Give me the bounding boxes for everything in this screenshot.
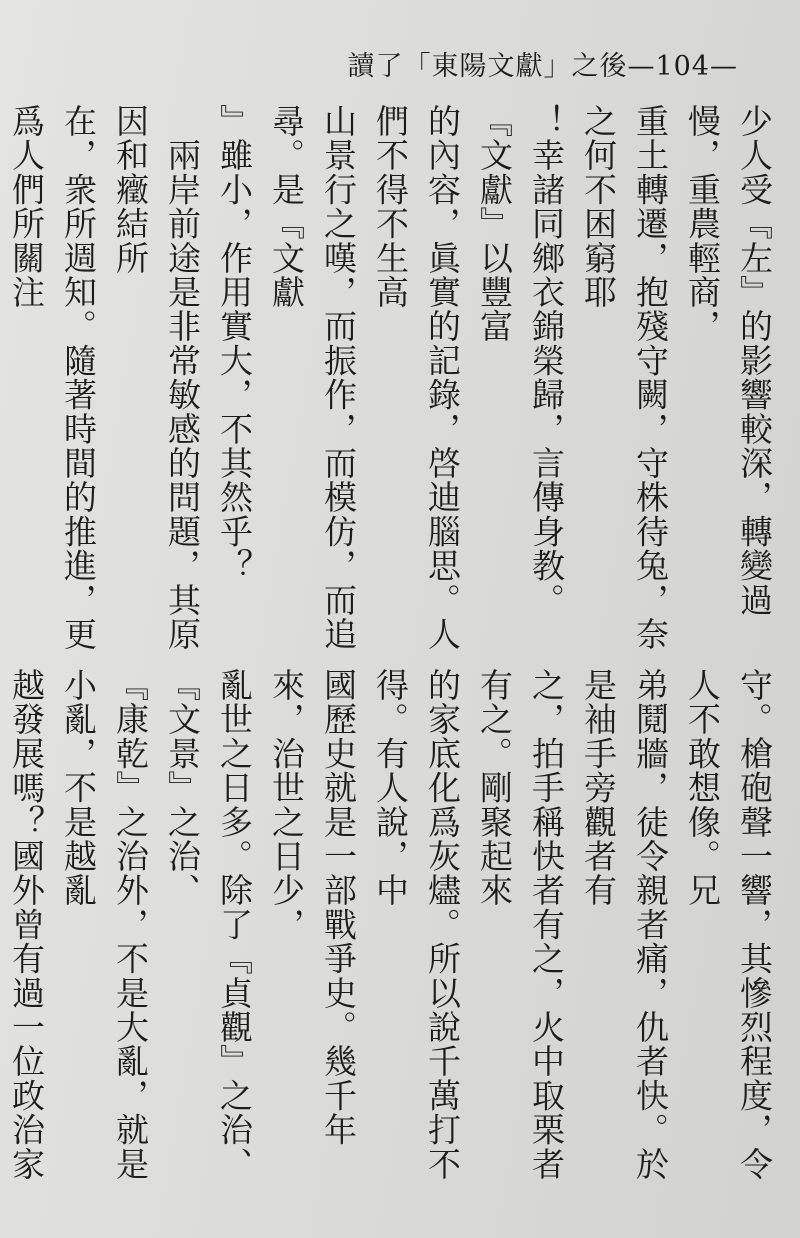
header-title: 讀了「東陽文獻」之後: [347, 51, 628, 82]
text-column: 在，衆所週知。隨著時間的推進，更爲人們所關注: [7, 104, 98, 652]
text-block-lower: [0, 668, 780, 1208]
text-column: 弟鬩牆，徒令親者痛，仇者快。於是袖手旁觀者有: [579, 668, 670, 1181]
text-column: 重土轉遷，抱殘守闕，守株待兔，奈之何不困窮耶: [579, 104, 670, 652]
text-column: ！幸諸同鄉衣錦榮歸，言傳身教。『文獻』以豐富: [475, 104, 566, 617]
text-column: 山景行之嘆，而振作，而模仿，而追尋。是『文獻: [267, 104, 358, 652]
text-column: 守。槍砲聲一響，其慘烈程度，令人不敢想像。兄: [683, 668, 774, 1181]
text-column: 之，拍手稱快者有之，火中取栗者有之。剛聚起來: [475, 668, 566, 1181]
text-column: 的家底化爲灰燼。所以說千萬打不得。有人說，中: [371, 668, 462, 1181]
text-column: 』雖小，作用實大，不其然乎？: [215, 104, 254, 583]
text-column: 越發展嗎？國外曾有過一位政治家: [7, 668, 46, 1181]
text-column: 國歷史就是一部戰爭史。幾千年來，治世之日少，: [267, 668, 358, 1147]
text-column: 的內容，眞實的記錄，啓迪腦思。人們不得不生高: [371, 104, 462, 652]
running-header: [347, 44, 738, 83]
text-column: 少人受『左』的影響較深，轉變過慢，重農輕商，: [683, 104, 774, 617]
text-column: 『康乾』之治外，不是大亂，就是小亂，不是越亂: [59, 668, 150, 1181]
text-block-upper: [0, 104, 780, 664]
page-number: —104—: [627, 51, 738, 82]
text-column: 亂世之日多。除了『貞觀』之治、『文景』之治、: [163, 668, 254, 1181]
text-column: 兩岸前途是非常敏感的問題，其原因和癥結所: [111, 104, 202, 652]
